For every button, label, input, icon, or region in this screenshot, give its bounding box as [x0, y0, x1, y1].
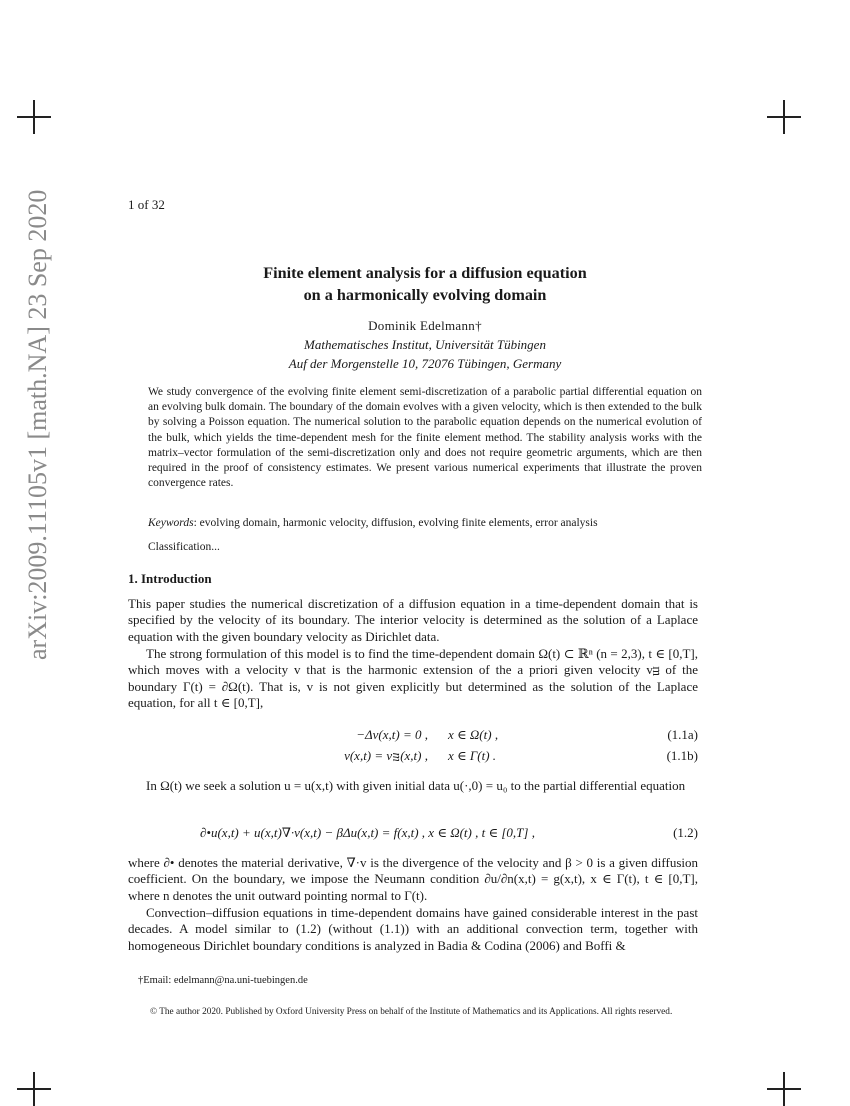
- title-line-1: Finite element analysis for a diffusion equation: [263, 264, 587, 282]
- keywords: [148, 517, 702, 529]
- equation-1-1b-condition: x ∈ Γ(t) .: [448, 748, 497, 763]
- section-heading: 1. Introduction: [128, 571, 212, 586]
- equation-1-1b-tag: (1.1b): [666, 748, 698, 763]
- copyright-notice: © The author 2020. Published by Oxford University Press on behalf of the Institute of Mathematics and its Applications. All rights reserved.: [150, 1007, 673, 1017]
- page-number: 1 of 32: [128, 197, 165, 212]
- crop-mark-top-right: [767, 100, 801, 134]
- equation-1-1a-lhs: −Δv(x,t) = 0 ,: [356, 727, 428, 742]
- abstract: We study convergence of the evolving finite element semi-discretization of a parabolic partial differential equation on an evolving bulk domain. The boundary of the domain evolves with a given velocity, which is then extended to the bulk by solving a Poisson equation. The numerical solution to the parabolic equation depends on the numerical evolution of the bulk, which yields the time-dependent mesh for the finite element method. The stability analysis works with the matrix–vector formulation of the semi-discretization only and does not require geometric arguments, which are then required in the proof of consistency estimates. We present various numerical experiments that illustrate the proven convergence rates.: [148, 386, 702, 490]
- crop-mark-bottom-left: [17, 1072, 51, 1106]
- paragraph-5: Convection–diffusion equations in time-dependent domains have gained considerable interest in the past decades. A model similar to (1.2) (without (1.1)) with an additional convection term, together with homogeneous Dirichlet boundary conditions is analyzed in Badia & Codina (2006) and Boffi &: [128, 905, 698, 953]
- affiliation-line-2: Auf der Morgenstelle 10, 72076 Tübingen, Germany: [288, 356, 562, 371]
- crop-mark-bottom-right: [767, 1072, 801, 1106]
- equation-1-2-tag: (1.2): [673, 825, 698, 840]
- equation-1-2: [128, 825, 698, 843]
- author-name: Dominik Edelmann†: [368, 318, 482, 333]
- equation-1-1a: [128, 727, 698, 745]
- equation-1-1a-condition: x ∈ Ω(t) ,: [448, 727, 499, 742]
- paragraph-2: The strong formulation of this model is to find the time-dependent domain Ω(t) ⊂ ℝⁿ (n = 2,3), t ∈ [0,T], which moves with a velocity v that is the harmonic extension of the a priori given velocity vᴟ of the boundary Γ(t) = ∂Ω(t). That is, v is not given explicitly but determined as the solution of the Laplace equation, for all t ∈ [0,T],: [128, 646, 698, 711]
- keywords-label: Keywords: [148, 517, 194, 529]
- classification: Classification...: [148, 541, 220, 553]
- title-line-2: on a harmonically evolving domain: [303, 286, 547, 304]
- paper-title: [128, 262, 722, 306]
- equation-1-1b-lhs: v(x,t) = vᴟ(x,t) ,: [344, 748, 428, 763]
- footnote-email: †Email: edelmann@na.uni-tuebingen.de: [138, 975, 308, 986]
- equation-1-1a-tag: (1.1a): [667, 727, 698, 742]
- affiliation-line-1: Mathematisches Institut, Universität Tübingen: [304, 337, 546, 352]
- paragraph-1: This paper studies the numerical discretization of a diffusion equation in a time-dependent domain that is specified by the velocity of its boundary. The interior velocity is determined as the solution of a Laplace equation with the given boundary velocity as Dirichlet data.: [128, 596, 698, 644]
- keywords-text: : evolving domain, harmonic velocity, diffusion, evolving finite elements, error analysis: [193, 517, 598, 529]
- paragraph-4: where ∂• denotes the material derivative, ∇·v is the divergence of the velocity and β > 0 is a given diffusion coefficient. On the boundary, we impose the Neumann condition ∂u/∂n(x,t) = g(x,t), x ∈ Γ(t), t ∈ [0,T], where n denotes the unit outward pointing normal to Γ(t).: [128, 855, 698, 903]
- equation-1-1b: [128, 748, 698, 766]
- arxiv-stamp: arXiv:2009.11105v1 [math.NA] 23 Sep 2020: [23, 189, 52, 660]
- equation-1-2-body: ∂•u(x,t) + u(x,t)∇·v(x,t) − βΔu(x,t) = f(x,t) , x ∈ Ω(t) , t ∈ [0,T] ,: [200, 825, 535, 840]
- paragraph-3: In Ω(t) we seek a solution u = u(x,t) with given initial data u(·,0) = u₀ to the partial differential equation: [146, 778, 686, 793]
